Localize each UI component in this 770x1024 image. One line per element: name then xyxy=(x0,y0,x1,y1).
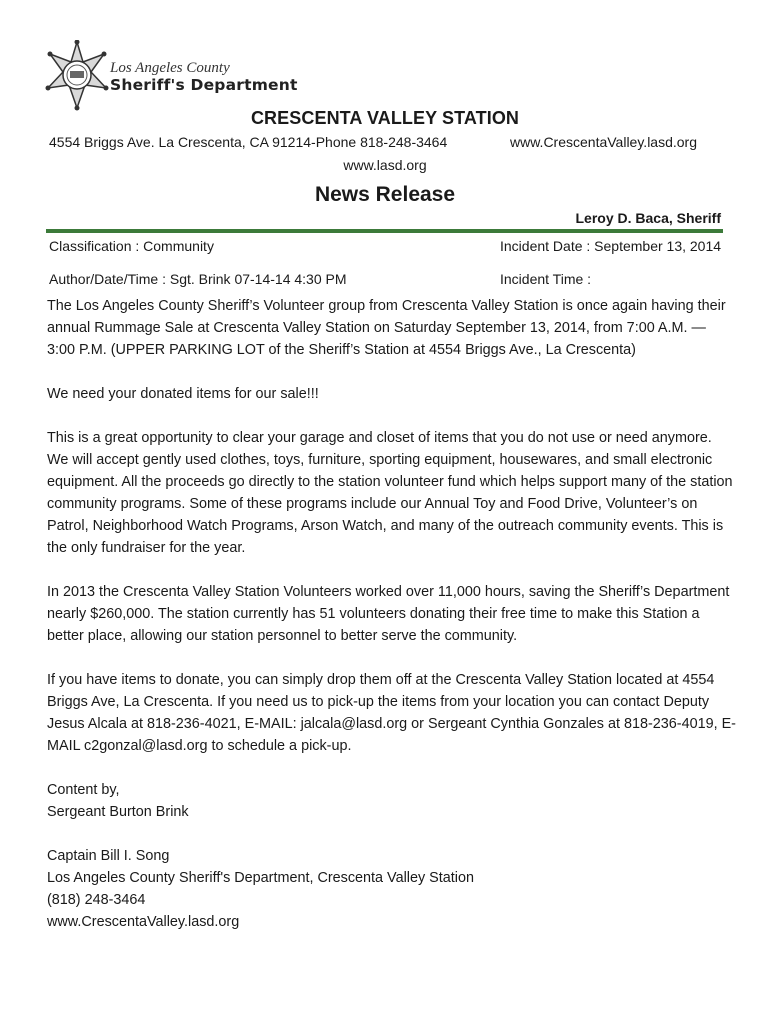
paragraph-donation-contact: If you have items to donate, you can simply drop them off at the Crescenta Valley Station located at 4554 Briggs Ave, La Crescenta. If you need us to pick-up the items from your location you can contact Deputy Jesus Alcala at 818-236-4021, E-MAIL: jalcala@lasd.org or Sergeant Cynthia Gonzales at 818-236-4019, E-MAIL c2gonzal@lasd.org to schedule a pick-up. xyxy=(47,672,736,754)
content-by-label: Content by, xyxy=(47,782,120,798)
paragraph-volunteer-stats: In 2013 the Crescenta Valley Station Volunteers worked over 11,000 hours, saving the Sheriff’s Department nearly $260,000. The station currently has 51 volunteers donating their free time to make this Station a better place, allowing our station personnel to better serve the community. xyxy=(47,584,730,644)
signature-phone: (818) 248-3464 xyxy=(47,892,146,908)
release-body xyxy=(47,295,737,933)
captain-name: Captain Bill I. Song xyxy=(47,848,170,864)
station-website-link[interactable]: www.CrescentaValley.lasd.org xyxy=(510,134,698,150)
paragraph-call-to-action: We need your donated items for our sale!!! xyxy=(47,386,319,402)
signature-website-link[interactable]: www.CrescentaValley.lasd.org xyxy=(47,914,240,930)
logo-department-text: Sheriff's Department xyxy=(110,76,298,94)
content-author: Sergeant Burton Brink xyxy=(47,804,189,820)
sheriff-name: Leroy D. Baca, Sheriff xyxy=(575,210,721,226)
incident-time-field: Incident Time : xyxy=(500,271,592,287)
station-title: CRESCENTA VALLEY STATION xyxy=(250,108,520,128)
author-date-time-field: Author/Date/Time : Sgt. Brink 07-14-14 4:30 PM xyxy=(49,271,347,287)
incident-date-field: Incident Date : September 13, 2014 xyxy=(500,238,722,254)
logo-county-text: Los Angeles County xyxy=(110,60,230,76)
signature-department: Los Angeles County Sheriff's Department, Crescenta Valley Station xyxy=(47,870,474,886)
page-title: News Release xyxy=(314,183,456,206)
department-logo xyxy=(44,40,314,112)
station-address: 4554 Briggs Ave. La Crescenta, CA 91214-Phone 818-248-3464 xyxy=(49,134,448,150)
sheriff-star-badge-icon xyxy=(44,40,110,112)
paragraph-announcement: The Los Angeles County Sheriff’s Volunteer group from Crescenta Valley Station is once again having their annual Rummage Sale at Crescenta Valley Station on Saturday September 13, 2014, from 7:00 A.M. — 3:00 P.M. (UPPER PARKING LOT of the Sheriff’s Station at 4554 Briggs Ave., La Crescenta) xyxy=(47,298,726,358)
header-divider xyxy=(46,229,723,233)
paragraph-opportunity: This is a great opportunity to clear your garage and closet of items that you do not use or need anymore. We will accept gently used clothes, toys, furniture, sporting equipment, housewares, and small electronic equipment. All the proceeds go directly to the station volunteer fund which helps support many of the station community programs. Some of these programs include our Annual Toy and Food Drive, Volunteer’s on Patrol, Neighborhood Watch Programs, Arson Watch, and many of the outreach community events. This is the only fundraiser for the year. xyxy=(47,430,733,556)
lasd-website-link[interactable]: www.lasd.org xyxy=(343,157,427,173)
classification-field: Classification : Community xyxy=(49,238,214,254)
